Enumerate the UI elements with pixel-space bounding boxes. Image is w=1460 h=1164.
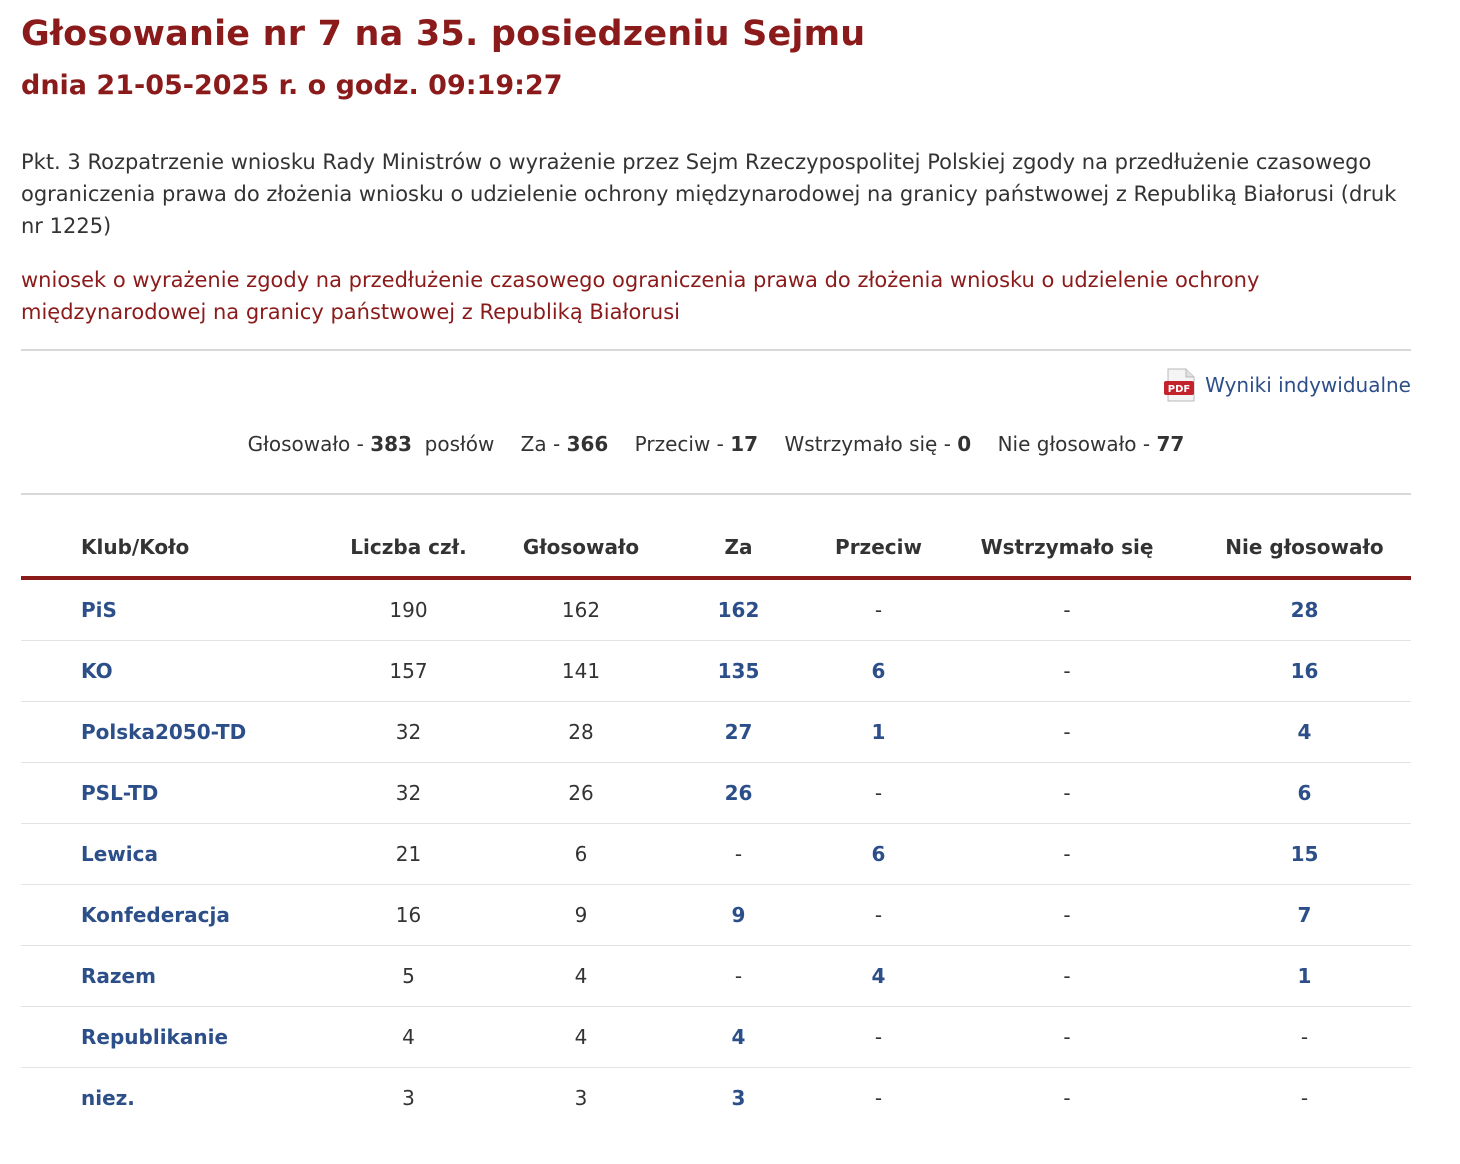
table-cell: - [1198, 1007, 1411, 1068]
vote-count-link[interactable]: 4 [656, 1007, 821, 1068]
vote-count-link[interactable]: 6 [1198, 763, 1411, 824]
table-cell: - [936, 824, 1198, 885]
agenda-point: Pkt. 3 Rozpatrzenie wniosku Rady Ministrów o wyrażenie przez Sejm Rzeczypospolitej Polskiej zgody na przedłużenie czasowego ograniczenia prawa do złożenia wniosku o udzielenie ochrony międzynarodowej na granicy państwowej z Republiką Białorusi (druk nr 1225) [21, 150, 1397, 238]
summary-wstrzymalo: Wstrzymało się - 0 [784, 432, 972, 456]
table-row [21, 946, 1411, 1007]
table-cell: - [936, 946, 1198, 1007]
table-header-row [21, 518, 1411, 578]
vote-count-link[interactable]: 7 [1198, 885, 1411, 946]
table-row [21, 763, 1411, 824]
column-header-club: Klub/Koło [21, 518, 311, 578]
table-cell: 9 [506, 885, 656, 946]
club-results-table [21, 518, 1411, 1128]
table-cell: - [936, 578, 1198, 641]
table-cell: - [936, 702, 1198, 763]
vote-count-link[interactable]: 1 [1198, 946, 1411, 1007]
summary-nie-glosowalo: Nie głosowało - 77 [997, 432, 1185, 456]
vote-summary [21, 432, 1411, 456]
table-row [21, 1007, 1411, 1068]
table-cell: 3 [402, 1086, 415, 1110]
vote-count-link[interactable]: 6 [821, 824, 936, 885]
table-row [21, 824, 1411, 885]
summary-za: Za - 366 [520, 432, 609, 456]
table-row [21, 702, 1411, 763]
table-row [21, 578, 1411, 641]
table-cell: 32 [311, 763, 506, 824]
vote-count-link[interactable]: 16 [1198, 641, 1411, 702]
vote-count-link[interactable]: 28 [1198, 578, 1411, 641]
table-cell: 4 [311, 1007, 506, 1068]
table-cell: - [821, 578, 936, 641]
table-cell: - [1063, 1086, 1071, 1110]
club-name-link[interactable]: KO [21, 641, 311, 702]
vote-count-link[interactable]: 9 [656, 885, 821, 946]
motion-description: wniosek o wyrażenie zgody na przedłużenie czasowego ograniczenia prawa do złożenia wniosku o udzielenie ochrony międzynarodowej na granicy państwowej z Republiką Białorusi [21, 268, 1260, 324]
table-cell: 26 [506, 763, 656, 824]
pdf-icon [1164, 368, 1197, 402]
table-cell: - [656, 824, 821, 885]
club-name-link[interactable]: Polska2050-TD [21, 702, 311, 763]
club-name-link[interactable]: PSL-TD [21, 763, 311, 824]
club-name-link[interactable]: Razem [21, 946, 311, 1007]
table-row [21, 1068, 1411, 1129]
table-cell: 162 [506, 578, 656, 641]
column-header-members: Liczba czł. [311, 518, 506, 578]
individual-results-label: Wyniki indywidualne [1205, 373, 1411, 397]
table-cell: - [936, 641, 1198, 702]
table-cell: - [874, 1086, 883, 1110]
column-header-nie-glosowalo: Nie głosowało [1198, 518, 1411, 578]
column-header-wstrzymalo: Wstrzymało się [936, 518, 1198, 578]
table-cell: 3 [574, 1086, 588, 1110]
vote-count-link[interactable]: 26 [656, 763, 821, 824]
table-cell: - [821, 885, 936, 946]
table-cell: 6 [506, 824, 656, 885]
table-cell: 157 [311, 641, 506, 702]
vote-datetime: dnia 21-05-2025 r. o godz. 09:19:27 [21, 70, 563, 101]
table-row [21, 885, 1411, 946]
page-title: Głosowanie nr 7 na 35. posiedzeniu Sejmu [21, 14, 866, 54]
vote-count-link[interactable]: 27 [656, 702, 821, 763]
divider [21, 349, 1411, 351]
table-cell: - [821, 763, 936, 824]
club-name-link[interactable]: Republikanie [21, 1007, 311, 1068]
svg-text:PDF: PDF [1167, 384, 1191, 395]
table-cell: 4 [506, 1007, 656, 1068]
table-cell: 16 [311, 885, 506, 946]
table-cell: - [936, 1007, 1198, 1068]
table-cell: 5 [311, 946, 506, 1007]
table-cell: 21 [311, 824, 506, 885]
table-cell: - [1300, 1086, 1309, 1110]
table-cell: 28 [506, 702, 656, 763]
summary-przeciw-value: 17 [730, 432, 759, 456]
column-header-przeciw: Przeciw [821, 518, 936, 578]
summary-wstrzymalo-value: 0 [957, 432, 972, 456]
individual-results-link[interactable] [1164, 368, 1411, 402]
table-row [21, 641, 1411, 702]
club-name-link[interactable]: niez. [81, 1086, 135, 1110]
table-cell: 4 [506, 946, 656, 1007]
table-cell: - [936, 763, 1198, 824]
column-header-za: Za [656, 518, 821, 578]
club-name-link[interactable]: PiS [21, 578, 311, 641]
vote-count-link[interactable]: 3 [731, 1086, 746, 1110]
vote-count-link[interactable]: 162 [656, 578, 821, 641]
vote-count-link[interactable]: 135 [656, 641, 821, 702]
vote-count-link[interactable]: 4 [821, 946, 936, 1007]
vote-count-link[interactable]: 6 [821, 641, 936, 702]
table-cell: 141 [506, 641, 656, 702]
column-header-voted: Głosowało [506, 518, 656, 578]
vote-count-link[interactable]: 15 [1198, 824, 1411, 885]
table-cell: 32 [311, 702, 506, 763]
club-name-link[interactable]: Konfederacja [21, 885, 311, 946]
table-cell: - [656, 946, 821, 1007]
summary-nie-value: 77 [1156, 432, 1185, 456]
table-cell: 190 [311, 578, 506, 641]
table-cell: - [936, 885, 1198, 946]
vote-count-link[interactable]: 4 [1198, 702, 1411, 763]
summary-voted-value: 383 [370, 432, 412, 456]
divider [21, 493, 1411, 495]
summary-za-value: 366 [566, 432, 609, 456]
summary-przeciw: Przeciw - 17 [634, 432, 759, 456]
table-cell: - [821, 1007, 936, 1068]
vote-count-link[interactable]: 1 [821, 702, 936, 763]
club-name-link[interactable]: Lewica [21, 824, 311, 885]
summary-voted: Głosowało - 383 posłów [247, 432, 495, 456]
